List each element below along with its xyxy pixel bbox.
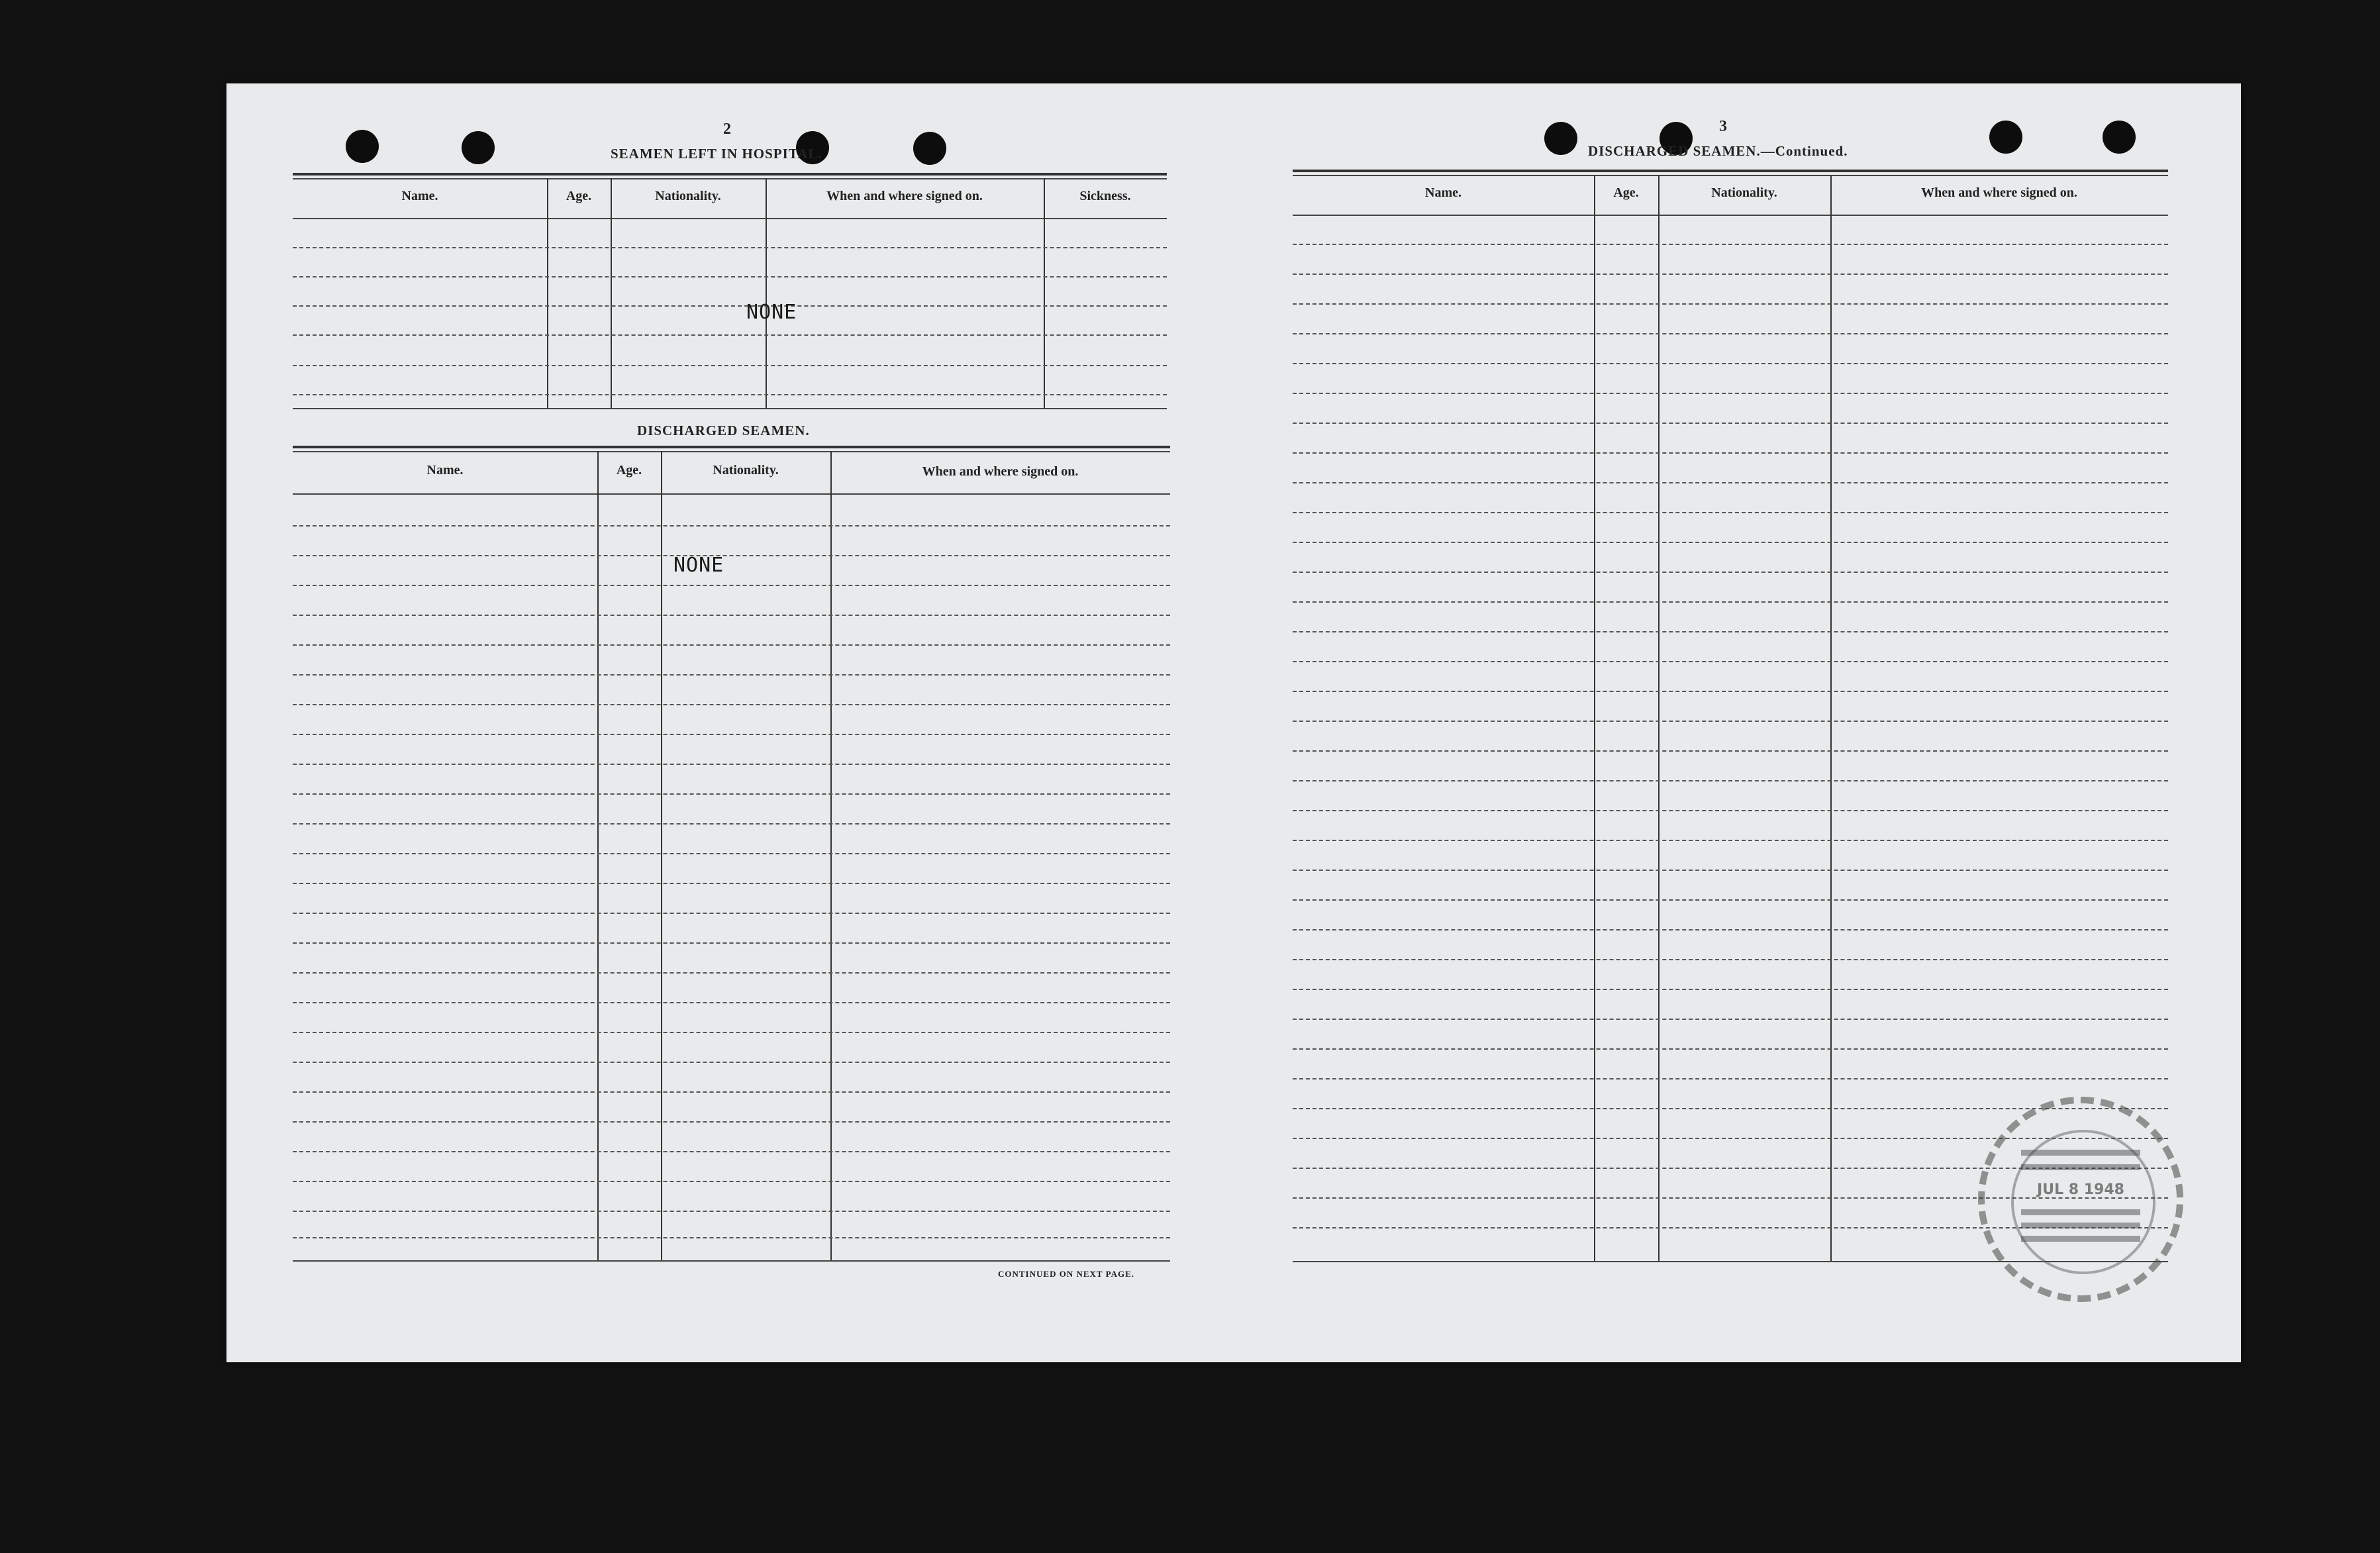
punch-hole	[346, 130, 379, 163]
col-header-signed-on: When and where signed on.	[1921, 185, 2077, 200]
col-header-sickness: Sickness.	[1079, 189, 1131, 203]
col-header-nationality: Nationality.	[655, 189, 721, 203]
hospital-section-title: SEAMEN LEFT IN HOSPITAL.	[611, 146, 822, 162]
col-header-name: Name.	[426, 463, 464, 477]
discharged-table-left	[293, 446, 1170, 1267]
col-header-signed-on: When and where signed on.	[922, 464, 1079, 479]
immigration-postmark-stamp	[1978, 1097, 2183, 1302]
punch-hole	[1544, 122, 1577, 155]
hospital-none-entry: NONE	[746, 301, 797, 324]
col-header-signed-on: When and where signed on.	[826, 189, 983, 203]
discharged-table-right	[1293, 170, 2168, 1269]
right-page-number: 3	[1719, 118, 1727, 135]
punch-hole	[913, 132, 946, 165]
col-header-nationality: Nationality.	[713, 463, 779, 477]
postmark-date: JUL 8 1948	[2037, 1181, 2124, 1198]
col-header-age: Age.	[1613, 185, 1639, 200]
discharged-section-title: DISCHARGED SEAMEN.	[637, 423, 810, 438]
punch-hole	[1989, 121, 2022, 154]
left-page-number: 2	[723, 121, 731, 138]
col-header-age: Age.	[616, 463, 642, 477]
col-header-name: Name.	[1425, 185, 1462, 200]
continued-footer: CONTINUED ON NEXT PAGE.	[998, 1269, 1134, 1279]
punch-hole	[462, 131, 495, 164]
hospital-table	[293, 173, 1167, 411]
col-header-name: Name.	[401, 189, 438, 203]
col-header-nationality: Nationality.	[1711, 185, 1777, 200]
discharged-continued-title: DISCHARGED SEAMEN.—Continued.	[1588, 143, 1848, 159]
document-sheet	[226, 83, 2241, 1362]
punch-hole	[2103, 121, 2136, 154]
discharged-none-entry: NONE	[673, 554, 724, 577]
col-header-age: Age.	[566, 189, 592, 203]
